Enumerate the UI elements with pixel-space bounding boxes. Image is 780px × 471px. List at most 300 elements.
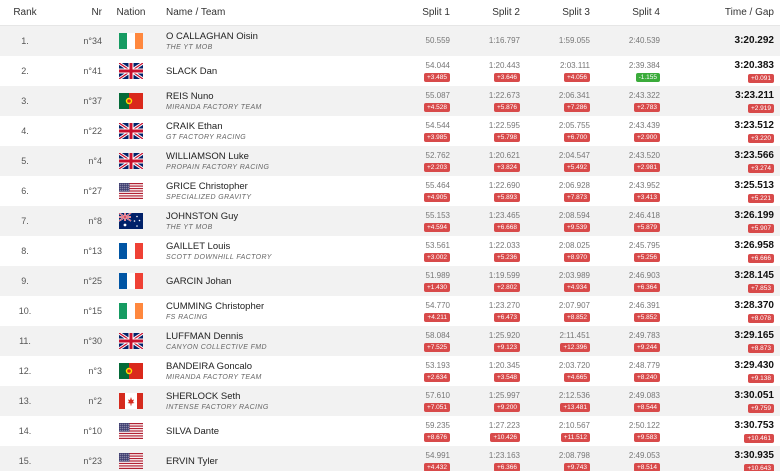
rider-name[interactable]: SLACK Dan	[166, 65, 218, 77]
france-flag-icon	[119, 243, 143, 259]
split-1-value: 55.464	[425, 180, 450, 190]
table-row[interactable]	[0, 326, 780, 356]
split-2-gap-badge: +5.798	[494, 133, 520, 142]
team-name: THE YT MOB	[166, 224, 213, 231]
time-gap-cell	[660, 330, 780, 353]
split-4-cell	[590, 451, 660, 471]
split-2-gap-badge: +9.200	[494, 403, 520, 412]
name-team-cell	[160, 361, 380, 381]
split-1-value: 55.153	[425, 210, 450, 220]
final-time: 3:26.199	[734, 209, 774, 221]
split-2-value: 1:22.673	[488, 90, 520, 100]
split-3-gap-badge: +4.056	[564, 73, 590, 82]
table-row[interactable]	[0, 206, 780, 236]
split-1-value: 53.561	[425, 240, 450, 250]
header-nation[interactable]: Nation	[116, 7, 146, 18]
split-3-cell	[520, 36, 590, 46]
time-gap-cell	[660, 300, 780, 323]
split-4-value: 2:49.053	[628, 450, 660, 460]
rank-cell: 5.	[21, 156, 29, 166]
header-split-3[interactable]: Split 3	[562, 7, 590, 18]
team-name: SCOTT DOWNHILL FACTORY	[166, 254, 272, 261]
split-3-value: 2:08.025	[558, 240, 590, 250]
split-3-value: 2:08.594	[558, 210, 590, 220]
split-4-cell	[590, 301, 660, 322]
rider-name[interactable]: GRICE Christopher	[166, 181, 248, 192]
split-4-gap-badge: +9.583	[634, 433, 660, 442]
split-2-cell	[450, 36, 520, 46]
time-gap-cell	[660, 450, 780, 471]
split-2-value: 1:16.797	[488, 36, 520, 45]
split-2-value: 1:25.997	[488, 390, 520, 400]
split-4-cell	[590, 211, 660, 232]
split-3-gap-badge: +8.852	[564, 313, 590, 322]
split-1-cell	[380, 451, 450, 471]
split-4-value: 2:46.391	[628, 300, 660, 310]
time-gap-cell	[660, 420, 780, 443]
split-3-value: 2:04.547	[558, 150, 590, 160]
final-gap-badge: +0.091	[748, 74, 774, 83]
split-2-value: 1:23.465	[488, 210, 520, 220]
split-3-cell	[520, 181, 590, 202]
split-3-value: 1:59.055	[558, 36, 590, 45]
split-4-value: 2:40.539	[628, 36, 660, 45]
rider-name[interactable]: LUFFMAN Dennis	[166, 331, 244, 342]
split-1-gap-badge: +1.430	[424, 283, 450, 292]
split-2-value: 1:22.595	[488, 120, 520, 130]
split-1-value: 51.989	[425, 270, 450, 280]
final-gap-badge: +9.138	[748, 374, 774, 383]
table-row[interactable]	[0, 86, 780, 116]
uk-flag-icon	[119, 63, 143, 79]
split-2-gap-badge: +5.236	[494, 253, 520, 262]
france-flag-icon	[119, 273, 143, 289]
uk-flag-icon	[119, 153, 143, 169]
split-1-value: 54.770	[425, 300, 450, 310]
split-2-gap-badge: +2.802	[494, 283, 520, 292]
split-2-value: 1:20.443	[488, 60, 520, 70]
split-4-gap-badge: +5.879	[634, 223, 660, 232]
rider-name[interactable]: CRAIK Ethan	[166, 121, 223, 132]
split-4-gap-badge: +9.244	[634, 343, 660, 352]
time-gap-cell	[660, 390, 780, 413]
final-time: 3:26.958	[734, 239, 774, 251]
table-row[interactable]	[0, 446, 780, 471]
header-split-2[interactable]: Split 2	[492, 7, 520, 18]
name-team-cell	[160, 456, 380, 467]
bib-number: n°37	[83, 96, 102, 106]
split-3-cell	[520, 451, 590, 471]
split-1-gap-badge: +3.985	[424, 133, 450, 142]
split-1-cell	[380, 421, 450, 442]
name-team-cell	[160, 91, 380, 111]
name-team-cell	[160, 151, 380, 171]
rider-name[interactable]: ERVIN Tyler	[166, 455, 218, 467]
split-4-cell	[590, 331, 660, 352]
rider-name[interactable]: JOHNSTON Guy	[166, 211, 239, 222]
split-3-cell	[520, 271, 590, 292]
split-4-cell	[590, 181, 660, 202]
final-time: 3:28.145	[734, 269, 774, 281]
time-gap-cell	[660, 240, 780, 263]
split-2-value: 1:19.599	[488, 270, 520, 280]
split-4-cell	[590, 361, 660, 382]
uk-flag-icon	[119, 123, 143, 139]
bib-number: n°30	[83, 336, 102, 346]
split-3-value: 2:03.111	[560, 60, 590, 70]
split-1-gap-badge: +2.634	[424, 373, 450, 382]
rank-cell: 15.	[18, 456, 32, 466]
split-1-gap-badge: +7.525	[424, 343, 450, 352]
rider-name[interactable]: GARCIN Johan	[166, 275, 232, 287]
final-gap-badge: +10.461	[744, 434, 774, 443]
split-1-cell	[380, 271, 450, 292]
rank-cell: 6.	[21, 186, 29, 196]
rank-cell: 13.	[18, 396, 32, 406]
table-row[interactable]	[0, 56, 780, 86]
final-time: 3:23.512	[734, 119, 774, 131]
split-1-value: 50.559	[425, 36, 450, 45]
time-gap-cell	[660, 270, 780, 293]
time-gap-cell	[660, 180, 780, 203]
nation-cell	[102, 153, 160, 169]
final-gap-badge: +10.643	[744, 464, 774, 471]
final-time: 3:20.292	[734, 35, 774, 46]
time-gap-cell	[660, 90, 780, 113]
split-2-cell	[450, 211, 520, 232]
nation-cell	[102, 273, 160, 289]
time-gap-cell	[660, 360, 780, 383]
split-2-gap-badge: +3.548	[494, 373, 520, 382]
split-1-value: 57.610	[425, 390, 450, 400]
nation-cell	[102, 303, 160, 319]
table-row[interactable]	[0, 146, 780, 176]
split-4-value: 2:49.083	[628, 390, 660, 400]
final-gap-badge: +2.919	[748, 104, 774, 113]
team-name: SPECIALIZED GRAVITY	[166, 194, 252, 201]
table-row[interactable]	[0, 416, 780, 446]
split-2-cell	[450, 61, 520, 82]
final-gap-badge: +5.221	[748, 194, 774, 203]
table-row[interactable]	[0, 296, 780, 326]
split-4-value: 2:39.384	[628, 60, 660, 70]
nation-cell	[102, 243, 160, 259]
bib-number: n°25	[83, 276, 102, 286]
name-team-cell	[160, 331, 380, 351]
split-3-cell	[520, 241, 590, 262]
final-time: 3:28.370	[734, 299, 774, 311]
rider-name[interactable]: REIS Nuno	[166, 91, 214, 102]
time-gap-cell	[660, 150, 780, 173]
canada-flag-icon	[119, 393, 143, 409]
split-4-value: 2:46.903	[628, 270, 660, 280]
rider-name[interactable]: SHERLOCK Seth	[166, 391, 241, 402]
split-3-cell	[520, 91, 590, 112]
header-name[interactable]: Name / Team	[166, 7, 226, 18]
split-2-value: 1:25.920	[488, 330, 520, 340]
name-team-cell	[160, 181, 380, 201]
final-gap-badge: +8.873	[748, 344, 774, 353]
split-2-cell	[450, 91, 520, 112]
split-3-value: 2:07.907	[558, 300, 590, 310]
final-time: 3:20.383	[734, 59, 774, 71]
split-1-gap-badge: +3.002	[424, 253, 450, 262]
rider-name[interactable]: WILLIAMSON Luke	[166, 151, 249, 162]
team-name: CANYON COLLECTIVE FMD	[166, 344, 267, 351]
split-3-value: 2:10.567	[558, 420, 590, 430]
split-2-cell	[450, 271, 520, 292]
rider-name[interactable]: GAILLET Louis	[166, 241, 231, 252]
final-time: 3:30.935	[734, 449, 774, 461]
team-name: PROPAIN FACTORY RACING	[166, 164, 270, 171]
split-4-gap-badge: +5.256	[634, 253, 660, 262]
split-2-cell	[450, 361, 520, 382]
split-3-value: 2:05.755	[558, 120, 590, 130]
time-gap-cell	[660, 210, 780, 233]
rider-name[interactable]: CUMMING Christopher	[166, 301, 265, 312]
split-3-gap-badge: +13.481	[560, 403, 590, 412]
split-2-value: 1:23.163	[488, 450, 520, 460]
header-rank[interactable]: Rank	[13, 7, 37, 18]
split-3-value: 2:03.989	[558, 270, 590, 280]
rank-cell: 1.	[21, 36, 29, 46]
table-row[interactable]	[0, 116, 780, 146]
table-row[interactable]	[0, 26, 780, 56]
team-name: MIRANDA FACTORY TEAM	[166, 374, 262, 381]
split-4-value: 2:50.122	[628, 420, 660, 430]
name-team-cell	[160, 276, 380, 287]
nation-cell	[102, 123, 160, 139]
nation-cell	[102, 213, 160, 229]
split-3-gap-badge: +6.700	[564, 133, 590, 142]
rank-cell: 9.	[21, 276, 29, 286]
split-3-value: 2:12.536	[558, 390, 590, 400]
split-3-value: 2:03.720	[558, 360, 590, 370]
rank-cell: 12.	[18, 366, 32, 376]
header-time-gap[interactable]: Time / Gap	[724, 7, 774, 18]
split-2-gap-badge: +6.668	[494, 223, 520, 232]
final-time: 3:23.211	[735, 89, 774, 101]
split-1-value: 55.087	[425, 90, 450, 100]
table-body	[0, 26, 780, 471]
nation-cell	[102, 183, 160, 199]
bib-number: n°3	[88, 366, 102, 376]
split-2-gap-badge: +3.824	[494, 163, 520, 172]
nation-cell	[102, 93, 160, 109]
split-1-cell	[380, 301, 450, 322]
split-3-cell	[520, 151, 590, 172]
rank-cell: 8.	[21, 246, 29, 256]
bib-number: n°22	[83, 126, 102, 136]
split-2-gap-badge: +10.426	[490, 433, 520, 442]
split-4-gap-badge: +2.783	[634, 103, 660, 112]
split-4-gap-badge: +6.364	[634, 283, 660, 292]
bib-number: n°4	[88, 156, 102, 166]
team-name: MIRANDA FACTORY TEAM	[166, 104, 262, 111]
split-4-value: 2:43.439	[628, 120, 660, 130]
split-1-gap-badge: +8.676	[424, 433, 450, 442]
bib-number: n°41	[83, 66, 102, 76]
uk-flag-icon	[119, 333, 143, 349]
bib-number: n°27	[83, 186, 102, 196]
final-gap-badge: +8.078	[748, 314, 774, 323]
bib-number: n°10	[83, 426, 102, 436]
bib-number: n°15	[83, 306, 102, 316]
split-3-value: 2:06.928	[558, 180, 590, 190]
usa-flag-icon	[119, 183, 143, 199]
split-2-value: 1:20.621	[488, 150, 520, 160]
split-1-cell	[380, 36, 450, 46]
split-2-value: 1:20.345	[488, 360, 520, 370]
table-row[interactable]	[0, 266, 780, 296]
split-1-value: 59.235	[425, 420, 450, 430]
bib-number: n°13	[83, 246, 102, 256]
header-split-4[interactable]: Split 4	[632, 7, 660, 18]
split-1-gap-badge: +4.211	[424, 313, 450, 322]
split-3-cell	[520, 391, 590, 412]
split-4-cell	[590, 36, 660, 46]
split-1-cell	[380, 121, 450, 142]
split-2-gap-badge: +6.366	[494, 463, 520, 471]
split-1-value: 54.044	[425, 60, 450, 70]
name-team-cell	[160, 301, 380, 321]
split-1-gap-badge: +4.594	[424, 223, 450, 232]
split-3-gap-badge: +11.512	[561, 433, 590, 442]
split-1-cell	[380, 151, 450, 172]
split-1-cell	[380, 361, 450, 382]
split-3-cell	[520, 301, 590, 322]
split-3-gap-badge: +12.396	[560, 343, 590, 352]
table-row[interactable]	[0, 356, 780, 386]
split-2-gap-badge: +5.876	[494, 103, 520, 112]
split-1-gap-badge: +4.432	[424, 463, 450, 471]
nation-cell	[102, 363, 160, 379]
split-2-value: 1:23.270	[488, 300, 520, 310]
rank-cell: 4.	[21, 126, 29, 136]
final-time: 3:30.051	[734, 389, 774, 401]
split-4-value: 2:43.520	[628, 150, 660, 160]
split-4-gap-badge: +8.240	[634, 373, 660, 382]
nation-cell	[102, 333, 160, 349]
split-4-cell	[590, 151, 660, 172]
split-1-value: 54.544	[425, 120, 450, 130]
split-1-value: 58.084	[425, 330, 450, 340]
nation-cell	[102, 33, 160, 49]
team-name: INTENSE FACTORY RACING	[166, 404, 269, 411]
rank-cell: 7.	[21, 216, 29, 226]
split-2-value: 1:22.690	[488, 180, 520, 190]
split-2-value: 1:27.223	[488, 420, 520, 430]
split-2-cell	[450, 241, 520, 262]
split-2-gap-badge: +3.646	[494, 73, 520, 82]
rider-name[interactable]: BANDEIRA Goncalo	[166, 361, 253, 372]
split-4-cell	[590, 121, 660, 142]
ireland-flag-icon	[119, 303, 143, 319]
split-3-cell	[520, 121, 590, 142]
split-2-cell	[450, 421, 520, 442]
table-row[interactable]	[0, 386, 780, 416]
name-team-cell	[160, 121, 380, 141]
header-nr[interactable]: Nr	[91, 7, 102, 18]
rider-name[interactable]: SILVA Dante	[166, 425, 219, 437]
bib-number: n°8	[88, 216, 102, 226]
split-4-gap-badge: +5.852	[634, 313, 660, 322]
split-4-gap-badge: +8.544	[634, 403, 660, 412]
name-team-cell	[160, 211, 380, 231]
split-2-cell	[450, 391, 520, 412]
rank-cell: 14.	[18, 426, 32, 436]
final-time: 3:25.513	[734, 179, 774, 191]
split-3-cell	[520, 421, 590, 442]
split-3-gap-badge: +4.934	[564, 283, 590, 292]
nation-cell	[102, 423, 160, 439]
header-split-1[interactable]: Split 1	[422, 7, 450, 18]
split-3-gap-badge: +7.286	[564, 103, 590, 112]
split-2-gap-badge: +5.893	[494, 193, 520, 202]
split-4-value: 2:43.322	[628, 90, 660, 100]
split-1-gap-badge: +4.528	[424, 103, 450, 112]
split-4-gap-badge: +2.900	[634, 133, 660, 142]
final-time: 3:30.753	[734, 419, 774, 431]
split-3-cell	[520, 331, 590, 352]
usa-flag-icon	[119, 453, 143, 469]
final-time: 3:29.165	[734, 329, 774, 341]
split-1-gap-badge: +3.485	[424, 73, 450, 82]
split-3-value: 2:06.341	[558, 90, 590, 100]
split-3-gap-badge: +9.743	[564, 463, 590, 471]
name-team-cell	[160, 31, 380, 51]
split-4-gap-badge: +3.413	[634, 193, 660, 202]
bib-number: n°2	[88, 396, 102, 406]
split-4-value: 2:43.952	[628, 180, 660, 190]
rank-cell: 2.	[21, 66, 29, 76]
split-1-cell	[380, 211, 450, 232]
rank-cell: 11.	[19, 336, 31, 346]
nation-cell	[102, 63, 160, 79]
final-time: 3:23.566	[734, 149, 774, 161]
split-4-value: 2:48.779	[628, 360, 660, 370]
table-row[interactable]	[0, 176, 780, 206]
name-team-cell	[160, 241, 380, 261]
nation-cell	[102, 453, 160, 469]
split-4-value: 2:46.418	[628, 210, 660, 220]
name-team-cell	[160, 426, 380, 437]
bib-number: n°23	[83, 456, 102, 466]
table-row[interactable]	[0, 236, 780, 266]
split-3-gap-badge: +8.970	[564, 253, 590, 262]
final-gap-badge: +3.274	[748, 164, 774, 173]
final-gap-badge: +7.853	[748, 284, 774, 293]
split-1-gap-badge: +2.203	[424, 163, 450, 172]
split-3-cell	[520, 361, 590, 382]
split-4-cell	[590, 391, 660, 412]
portugal-flag-icon	[119, 363, 143, 379]
split-3-gap-badge: +9.539	[564, 223, 590, 232]
split-1-cell	[380, 241, 450, 262]
split-1-value: 54.991	[425, 450, 450, 460]
split-2-gap-badge: +9.123	[494, 343, 520, 352]
australia-flag-icon	[119, 213, 143, 229]
rider-name[interactable]: O CALLAGHAN Oisin	[166, 31, 258, 42]
split-1-cell	[380, 91, 450, 112]
name-team-cell	[160, 66, 380, 77]
split-4-cell	[590, 421, 660, 442]
split-3-value: 2:11.451	[559, 330, 590, 340]
rank-cell: 10.	[18, 306, 32, 316]
portugal-flag-icon	[119, 93, 143, 109]
split-4-cell	[590, 91, 660, 112]
nation-cell	[102, 393, 160, 409]
